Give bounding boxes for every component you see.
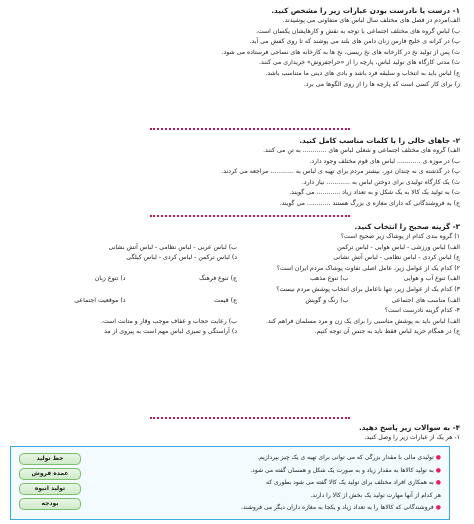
blank-item: الف) گروه های مختلف اجتماعی و شغلی لباس های ............ به تن می کنند. (263, 147, 460, 154)
word-chip[interactable]: بودجه (19, 498, 81, 510)
option[interactable]: الف) لباس ورزشی - لباس هوایی - لباس ترکمن (337, 243, 460, 251)
word-chip[interactable]: تولید انبوه (19, 483, 81, 495)
tf-item: ز) برای کار کسی است که پارچه ها را از روی الگوها می برد. (303, 80, 460, 88)
blank-item: پ) در گذشته ی نه چندان دور، بیشتر مردم برای تهیه ی لباس به ............ مراجعه می کردند. (221, 168, 460, 176)
options-row (14, 253, 460, 264)
options-row (14, 317, 460, 328)
section-divider (150, 215, 350, 217)
question-4: ۴- کدام گزینه نادرست است؟ (384, 307, 460, 315)
options-row (14, 327, 460, 338)
match-item-continued: هر کدام از آنها مهارت تولید یک بخش از کالا را دارند. (310, 491, 441, 499)
blank-item: ج) به فروشندگانی که دارای مغازه ی بزرگ هستند ............ می گویند. (279, 199, 460, 207)
matching-words (19, 453, 81, 513)
blank-item: ث) یک کارگاه تولیدی برای دوختن لباس به ............ نیاز دارد. (301, 178, 460, 186)
option[interactable]: د) تنوع زبان (94, 275, 126, 283)
question-match: ۱- هر یک از عبارات زیر را وصل کنید. (364, 434, 460, 441)
match-item: ●به همکاری افراد مختلف برای تولید یک کالا گفته می شود بطوری که (265, 479, 441, 486)
option[interactable]: ب) لباس عربی - لباس نظامی - لباس آتش نشانی (108, 243, 237, 251)
word-chip[interactable]: عمده فروش (19, 468, 81, 480)
bullet-icon: ● (435, 504, 441, 511)
option[interactable]: الف) تنوع آب و هوایی (403, 275, 460, 283)
section-3-heading: ۳- گزینه صحیح را انتخاب کنید. (354, 222, 460, 231)
tf-item: ب) لباس گروه های مختلف اجتماعی با توجه به نقش و کارهایشان یکسان است. (255, 27, 460, 35)
option[interactable]: ج) تنوع فرهنگ (199, 275, 237, 283)
section-true-false (14, 6, 460, 90)
options-row (14, 243, 460, 254)
word-chip[interactable]: خط تولید (19, 453, 81, 465)
option[interactable]: د) آراستگی و تمیزی لباس مهم است به پیروی از مد (104, 328, 237, 336)
tf-item: ث) مدتی کارگاه های تولید لباس، پارچه را از «حراجفروش» خریداری می کنند. (259, 59, 460, 67)
tf-item: الف)مردم در فصل های مختلف سال لباس های متفاوتی می پوشیدند. (282, 17, 460, 24)
section-fill-blanks (14, 136, 460, 210)
option[interactable]: الف) لباس باید به پوشش مناسبی را برای یک زن و مرد مسلمان فراهم کند. (265, 317, 460, 325)
option[interactable]: د) لباس ترکمن - لباس کردی - لباس کیلگی (126, 254, 237, 262)
section-2-heading: ۲- جاهای خالی را با کلمات مناسب کامل کنید. (299, 136, 460, 145)
option[interactable]: ب) رعایت حجاب و عفاف موجب وقار و متانت است. (101, 317, 237, 325)
option[interactable]: ج) قیمت (214, 296, 237, 304)
option[interactable]: ج) در همگام خرید لباس فقط باید به جنس آن توجه کنیم. (314, 328, 460, 336)
section-short-answer (14, 423, 460, 444)
tf-item: ج) لباس باید به انتخاب و سلیقه فرد باشد و بادی های دینی ما متناسب باشد. (265, 69, 460, 77)
match-item: ●تولیدی مالی با مقدار بزرگی که می توانی برای تهیه ی یک چیز بپردازیم. (257, 454, 441, 461)
section-divider (150, 417, 350, 419)
bullet-icon: ● (435, 466, 441, 474)
question-2: ۲) کدام یک از عوامل زیر، عامل اصلی تفاوت پوشاک مردم ایران است؟ (276, 264, 460, 272)
option[interactable]: الف) مناسب های اجتماعی (391, 296, 460, 304)
matching-items (111, 452, 441, 515)
blank-item: ت) به تولید یک کالا به یک شکل و به تعداد زیاد ............ می گویند. (289, 189, 460, 197)
section-1-heading: ۱- درست یا نادرست بودن عبارات زیر را مشخص کنید. (271, 6, 460, 15)
section-4-heading: ۴- به سوالات زیر پاسخ دهید. (359, 423, 460, 432)
option[interactable]: ج) لباس کردی - لباس نظامی - لباس آتش نشانی (333, 254, 460, 262)
option[interactable]: ب) رنگ و گویش (305, 296, 349, 304)
option[interactable]: ب) تنوع مذهب (309, 275, 349, 283)
matching-box (10, 446, 450, 520)
bullet-icon: ● (435, 479, 441, 486)
tf-item: پ) در کرانه ی خلیج فارس زنان دامن های بلند می پوشند که تا روی کفش می آید. (249, 38, 460, 46)
question-3: ۳) کدام یک از عوامل زیر، تنها ناعامل برای انتخاب پوشش مردم نیست؟ (276, 285, 460, 293)
options-row (14, 274, 460, 285)
blank-item: ب) در موزه ی ............ لباس های قوم مختلف وجود دارد. (309, 157, 460, 165)
tf-item: ت) پس از تولید نخ در کارخانه های نخ ریسی، نخ ها به کارخانه های نساجی فرستاده می شود. (221, 48, 460, 56)
bullet-icon: ● (435, 454, 441, 461)
match-item: ●فروشندگانی که کالاها را به تعداد زیاد و یکجا به مغازه داران دیگر می فروشند. (240, 504, 441, 511)
section-divider (150, 128, 350, 130)
question-1: ۱) گروه بندی کدام از پوشاک زیر صحیح است؟ (340, 233, 460, 240)
section-multiple-choice (14, 222, 460, 338)
options-row (14, 296, 460, 307)
match-item: ●به تولید کالاها به مقدار زیاد و به صورت یک شکل و همسان گفته می شود. (250, 466, 441, 474)
option[interactable]: د) موقعیت اجتماعی (74, 296, 126, 304)
